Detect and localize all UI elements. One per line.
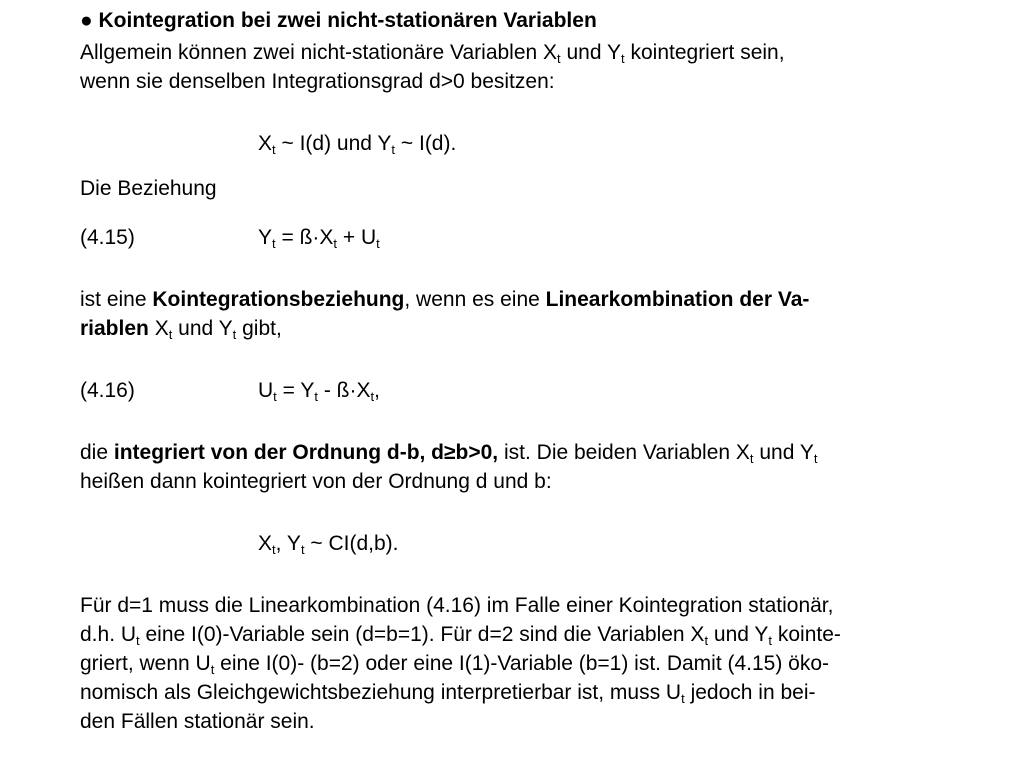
text-run: die <box>80 441 114 464</box>
text-run: = ß·X <box>275 226 334 249</box>
text-run: kointegriert sein, <box>624 41 785 64</box>
text-run: X <box>258 532 273 555</box>
text-run: wenn sie denselben Integrationsgrad d>0 besitzen: <box>80 70 555 93</box>
text-run: und Y <box>172 317 233 340</box>
text-run: ist eine <box>80 288 153 311</box>
subscript-t: t <box>314 389 318 404</box>
text-run: heißen dann kointegriert von der Ordnung d und b: <box>80 470 552 493</box>
text-run: kointe- <box>772 623 841 646</box>
text-run: Y <box>258 226 273 249</box>
bold-text: ● Kointegration bei zwei nicht-stationären Variablen <box>80 9 597 32</box>
equation-number-4-15 <box>80 225 135 251</box>
subscript-t: t <box>136 633 140 648</box>
subscript-t: t <box>168 327 173 342</box>
text-run: den Fällen stationär sein. <box>80 710 315 733</box>
text-run: (4.16) <box>80 379 135 402</box>
text-run: eine I(0)-Variable sein (d=b=1). Für d=2 sind die Variablen X <box>139 623 705 646</box>
subscript-t: t <box>300 542 305 557</box>
text-run: Die Beziehung <box>80 177 217 200</box>
die-beziehung-text <box>80 176 217 202</box>
text-run: ist. Die beiden Variablen X <box>498 441 750 464</box>
text-run: , Y <box>275 532 301 555</box>
text-run: X <box>148 317 169 340</box>
para3-line-1 <box>80 440 818 466</box>
text-run: ~ I(d) und Y <box>275 132 392 155</box>
subscript-t: t <box>273 389 277 404</box>
section-heading <box>80 8 597 34</box>
text-run: nomisch als Gleichgewichtsbeziehung interpretierbar ist, muss U <box>80 681 682 704</box>
bold-text: riablen <box>80 317 149 340</box>
text-run: U <box>258 379 274 402</box>
text-run: und Y <box>753 441 814 464</box>
text-run: eine I(0)- (b=2) oder eine I(1)-Variable (b=1) ist. Damit (4.15) öko- <box>214 652 830 675</box>
para4-line-1 <box>80 593 833 619</box>
equation-integration-degree <box>258 131 456 157</box>
text-run: , <box>374 379 380 402</box>
text-run: + U <box>337 226 377 249</box>
subscript-t: t <box>391 142 396 157</box>
subscript-t: t <box>768 633 773 648</box>
text-run: Allgemein können zwei nicht-stationäre Variablen X <box>80 41 558 64</box>
para4-line-2 <box>80 622 841 648</box>
subscript-t: t <box>272 542 276 557</box>
text-run: , wenn es eine <box>404 288 546 311</box>
subscript-t: t <box>749 451 754 466</box>
subscript-t: t <box>272 142 276 157</box>
text-run: = Y <box>276 379 315 402</box>
subscript-t: t <box>370 389 375 404</box>
text-run: d.h. U <box>80 623 137 646</box>
subscript-t: t <box>621 51 625 66</box>
subscript-t: t <box>704 633 709 648</box>
subscript-t: t <box>557 51 561 66</box>
bold-text: Linearkombination der Va- <box>545 288 810 311</box>
para4-line-3 <box>80 651 829 677</box>
para3-line-2 <box>80 469 552 495</box>
bold-text: integriert von der Ordnung d-b, d≥b>0, <box>113 441 499 464</box>
text-run: ~ CI(d,b). <box>304 532 399 555</box>
equation-cointegration <box>258 531 399 557</box>
equation-number-4-16 <box>80 378 135 404</box>
text-run: X <box>258 132 273 155</box>
subscript-t: t <box>376 236 380 251</box>
text-run: ~ I(d). <box>395 132 457 155</box>
equation-4-16 <box>258 378 380 404</box>
text-run: gibt, <box>236 317 282 340</box>
text-run: - ß·X <box>317 379 371 402</box>
equation-4-15 <box>258 225 380 251</box>
intro-line-2 <box>80 69 555 95</box>
text-run: jedoch in bei- <box>684 681 816 704</box>
text-run: (4.15) <box>80 226 135 249</box>
text-run: und Y <box>708 623 769 646</box>
para4-line-4 <box>80 680 815 706</box>
subscript-t: t <box>232 327 237 342</box>
subscript-t: t <box>272 236 276 251</box>
subscript-t: t <box>333 236 338 251</box>
para2-line-2 <box>80 316 282 342</box>
para4-line-5 <box>80 709 315 735</box>
text-run: griert, wenn U <box>80 652 211 675</box>
subscript-t: t <box>681 691 685 706</box>
subscript-t: t <box>813 451 818 466</box>
bold-text: Kointegrationsbeziehung <box>152 288 405 311</box>
text-run: Für d=1 muss die Linearkombination (4.16) im Falle einer Kointegration stationär, <box>80 594 834 617</box>
subscript-t: t <box>210 662 215 677</box>
intro-line-1 <box>80 40 785 66</box>
para2-line-1 <box>80 287 809 313</box>
text-run: und Y <box>560 41 622 64</box>
